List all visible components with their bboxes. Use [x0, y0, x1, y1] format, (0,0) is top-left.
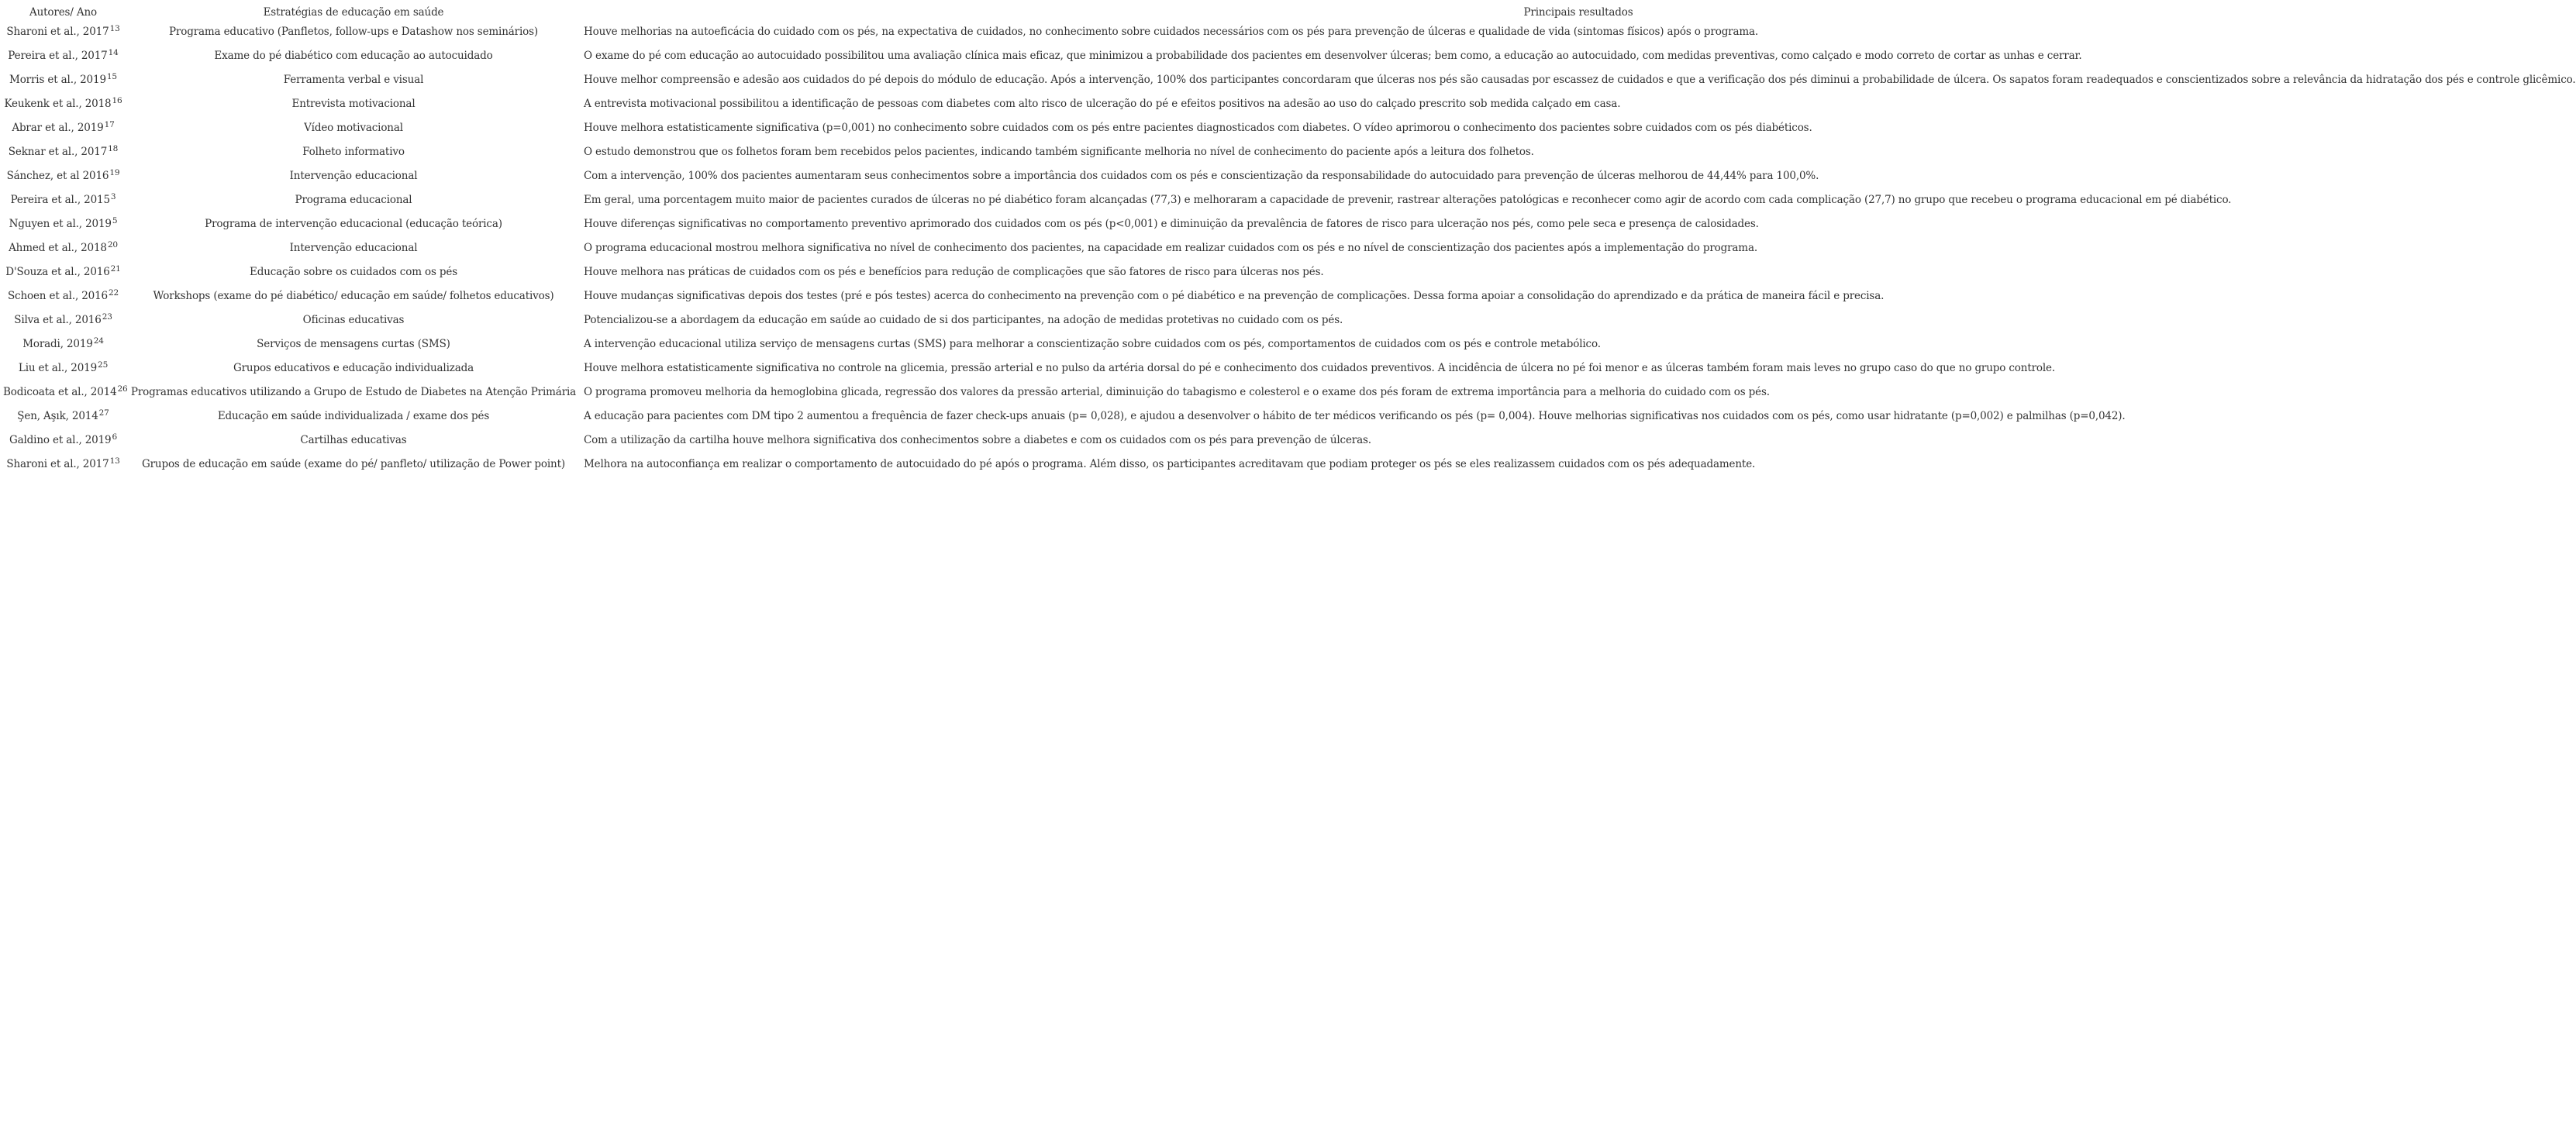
reference-number: 27 [98, 408, 109, 418]
author-name: Morris et al., 2019 [9, 74, 106, 86]
reference-number: 16 [112, 95, 122, 105]
reference-number: 3 [110, 191, 116, 201]
result-cell: O estudo demonstrou que os folhetos foram bem recebidos pelos pacientes, indicando também significante melhoria no nível de conhecimento do paciente após a leitura dos folhetos. [584, 146, 1534, 158]
result-cell: Potencializou-se a abordagem da educação em saúde ao cuidado de si dos participantes, na adoção de medidas protetivas no cuidado com os pés. [584, 314, 1343, 326]
author-name: Keukenk et al., 2018 [4, 98, 112, 110]
author-cell [0, 188, 126, 212]
result-cell: Houve melhora nas práticas de cuidados com os pés e benefícios para redução de complicações que são fatores de risco para úlceras nos pés. [584, 266, 1324, 278]
table-row [0, 140, 2576, 164]
table-row [0, 164, 2576, 188]
table-row [0, 92, 2576, 116]
result-cell: A entrevista motivacional possibilitou a identificação de pessoas com diabetes com alto risco de ulceração do pé e efeitos positivos na adesão ao uso do calçado prescrito sob medida calçado em casa. [584, 98, 1621, 110]
author-name: D'Souza et al., 2016 [5, 266, 110, 278]
strategy-cell: Entrevista motivacional [291, 98, 416, 110]
reference-number: 14 [108, 47, 119, 57]
reference-number: 6 [112, 432, 118, 442]
reference-number: 19 [109, 167, 120, 177]
table-row [0, 188, 2576, 212]
author-cell [0, 116, 126, 140]
author-name: Schoen et al., 2016 [7, 290, 108, 302]
author-name: Galdino et al., 2019 [9, 434, 112, 446]
result-cell: Houve mudanças significativas depois dos testes (pré e pós testes) acerca do conhecimento na prevenção com o pé diabético e na prevenção de complicações. Dessa forma apoiar a consolidação do aprendizado e da prática de maneira fácil e precisa. [584, 290, 1885, 302]
author-name: Sharoni et al., 2017 [6, 26, 109, 38]
author-cell [0, 380, 126, 404]
author-name: Nguyen et al., 2019 [9, 218, 112, 230]
strategy-cell: Serviços de mensagens curtas (SMS) [257, 338, 450, 350]
reference-number: 13 [109, 456, 120, 466]
strategy-cell: Oficinas educativas [302, 314, 405, 326]
strategy-cell: Programa educativo (Panfletos, follow-ups e Datashow nos seminários) [168, 26, 539, 38]
table-row [0, 212, 2576, 236]
reference-number: 23 [102, 312, 112, 322]
reference-number: 24 [93, 336, 104, 346]
result-cell: Houve melhorias na autoeficácia do cuidado com os pés, na expectativa de cuidados, no conhecimento sobre cuidados necessários com os pés para prevenção de úlceras e qualidade de vida (sintomas físicos) após o programa. [584, 26, 1759, 38]
reference-number: 17 [104, 119, 115, 129]
strategy-cell: Programas educativos utilizando a Grupo de Estudo de Diabetes na Atenção Primária [130, 386, 577, 398]
strategy-cell: Intervenção educacional [289, 242, 418, 254]
author-cell [0, 164, 126, 188]
strategy-cell: Intervenção educacional [289, 170, 418, 182]
author-cell [0, 236, 126, 260]
author-cell [0, 140, 126, 164]
table-row [0, 332, 2576, 356]
author-cell [0, 260, 126, 284]
strategy-cell: Workshops (exame do pé diabético/ educação em saúde/ folhetos educativos) [153, 290, 554, 302]
table-row [0, 356, 2576, 380]
author-name: Seknar et al., 2017 [8, 146, 108, 158]
strategy-cell: Grupos educativos e educação individualizada [233, 362, 474, 374]
author-name: Silva et al., 2016 [14, 314, 102, 326]
reference-number: 13 [109, 23, 120, 33]
header-row [0, 5, 2576, 20]
author-name: Pereira et al., 2017 [8, 50, 108, 62]
table-body [0, 20, 2576, 477]
table-row [0, 404, 2576, 429]
strategy-cell: Ferramenta verbal e visual [283, 74, 424, 86]
strategy-cell: Programa de intervenção educacional (educação teórica) [205, 218, 502, 230]
table-row [0, 308, 2576, 332]
author-cell [0, 284, 126, 308]
table-row [0, 116, 2576, 140]
result-cell: Em geral, uma porcentagem muito maior de pacientes curados de úlceras no pé diabético foram alcançadas (77,3) e melhoraram a capacidade de prevenir, rastrear alterações patológicas e reconhecer como agir de acordo com cada complicação (27,7) no grupo que recebeu o programa educacional em pé diabético. [584, 194, 2232, 206]
table-row [0, 284, 2576, 308]
result-cell: Houve melhora estatisticamente significativa (p=0,001) no conhecimento sobre cuidados com os pés entre pacientes diagnosticados com diabetes. O vídeo aprimorou o conhecimento dos pacientes sobre cuidados com os pés diabéticos. [584, 122, 1812, 134]
result-cell: Melhora na autoconfiança em realizar o comportamento de autocuidado do pé após o programa. Além disso, os participantes acreditavam que podiam proteger os pés se eles realizassem cuidados com os pés adequadamente. [584, 458, 1756, 470]
author-cell [0, 356, 126, 380]
result-cell: O programa educacional mostrou melhora significativa no nível de conhecimento dos pacientes, na capacidade em realizar cuidados com os pés e no nível de conscientização dos pacientes após a implementação do programa. [584, 242, 1757, 254]
author-cell [0, 212, 126, 236]
author-cell [0, 308, 126, 332]
header-results: Principais resultados [1523, 6, 1633, 19]
table-row [0, 44, 2576, 68]
table-header [0, 5, 2576, 20]
result-cell: Houve melhora estatisticamente significativa no controle na glicemia, pressão arterial e no pulso da artéria dorsal do pé e conhecimento dos cuidados preventivos. A incidência de úlcera no pé foi menor e as úlceras também foram mais leves no grupo caso do que no grupo controle. [584, 362, 2056, 374]
header-authors: Autores/ Ano [29, 6, 97, 19]
author-name: Bodicoata et al., 2014 [3, 386, 117, 398]
strategy-cell: Educação em saúde individualizada / exame dos pés [217, 410, 490, 422]
strategy-cell: Educação sobre os cuidados com os pés [250, 266, 457, 278]
results-table [0, 5, 2576, 477]
table-row [0, 20, 2576, 44]
table-row [0, 380, 2576, 404]
author-name: Liu et al., 2019 [18, 362, 98, 374]
strategy-cell: Vídeo motivacional [304, 122, 403, 134]
table-row [0, 429, 2576, 453]
author-cell [0, 68, 126, 92]
author-name: Ahmed et al., 2018 [9, 242, 107, 254]
result-cell: O exame do pé com educação ao autocuidado possibilitou uma avaliação clínica mais eficaz, que minimizou a probabilidade dos pacientes em desenvolver úlceras; bem como, a educação ao autocuidado, com medidas preventivas, como calçado e modo correto de cortar as unhas e cerrar. [584, 50, 2082, 62]
author-cell [0, 429, 126, 453]
table-row [0, 236, 2576, 260]
author-cell [0, 92, 126, 116]
author-name: Moradi, 2019 [22, 338, 93, 350]
author-name: Sharoni et al., 2017 [6, 458, 109, 470]
author-name: Pereira et al., 2015 [10, 194, 110, 206]
reference-number: 18 [108, 143, 119, 153]
strategy-cell: Grupos de educação em saúde (exame do pé/ panfleto/ utilização de Power point) [141, 458, 565, 470]
strategy-cell: Exame do pé diabético com educação ao autocuidado [214, 50, 493, 62]
result-cell: Com a intervenção, 100% dos pacientes aumentaram seus conhecimentos sobre a importância dos cuidados com os pés e conscientização da responsabilidade do autocuidado para prevenção de úlceras melhorou de 44,44% para 100,0%. [584, 170, 1819, 182]
result-cell: Com a utilização da cartilha houve melhora significativa dos conhecimentos sobre a diabetes e com os cuidados com os pés para prevenção de úlceras. [584, 434, 1371, 446]
strategy-cell: Folheto informativo [302, 146, 405, 158]
strategy-cell: Cartilhas educativas [300, 434, 407, 446]
header-strategies: Estratégias de educação em saúde [263, 6, 444, 19]
result-cell: A educação para pacientes com DM tipo 2 aumentou a frequência de fazer check-ups anuais (p= 0,028), e ajudou a desenvolver o hábito de ter médicos verificando os pés (p= 0,004). Houve melhorias significativas nos cuidados com os pés, como usar hidratante (p=0,002) e palmilhas (p=0,042). [584, 410, 2126, 422]
reference-number: 20 [107, 239, 118, 250]
reference-number: 25 [98, 360, 109, 370]
reference-number: 5 [112, 215, 118, 225]
reference-number: 26 [117, 384, 128, 394]
author-cell [0, 20, 126, 44]
author-name: Abrar et al., 2019 [12, 122, 104, 134]
result-cell: O programa promoveu melhoria da hemoglobina glicada, regressão dos valores da pressão arterial, diminuição do tabagismo e colesterol e o exame dos pés foram de extrema importância para a melhoria do cuidado com os pés. [584, 386, 1770, 398]
result-cell: A intervenção educacional utiliza serviço de mensagens curtas (SMS) para melhorar a conscientização sobre cuidados com os pés, comportamentos de cuidados com os pés e controle metabólico. [584, 338, 1601, 350]
author-name: Sánchez, et al 2016 [6, 170, 109, 182]
author-cell [0, 44, 126, 68]
author-cell [0, 453, 126, 477]
result-cell: Houve melhor compreensão e adesão aos cuidados do pé depois do módulo de educação. Após a intervenção, 100% dos participantes concordaram que úlceras nos pés são causadas por escassez de cuidados e que a verificação dos pés diminui a probabilidade de úlcera. Os sapatos foram readequados e conscientizados sobre a relevância da hidratação dos pés e controle glicêmico. [584, 74, 2576, 86]
result-cell: Houve diferenças significativas no comportamento preventivo aprimorado dos cuidados com os pés (p<0,001) e diminuição da prevalência de fatores de risco para ulceração nos pés, como pele seca e presença de calosidades. [584, 218, 1759, 230]
reference-number: 21 [110, 263, 121, 274]
table-row [0, 453, 2576, 477]
table-row [0, 68, 2576, 92]
author-cell [0, 404, 126, 429]
strategy-cell: Programa educacional [295, 194, 412, 206]
table-row [0, 260, 2576, 284]
author-cell [0, 332, 126, 356]
reference-number: 15 [106, 71, 117, 81]
reference-number: 22 [109, 287, 119, 298]
author-name: Şen, Aşık, 2014 [17, 410, 98, 422]
